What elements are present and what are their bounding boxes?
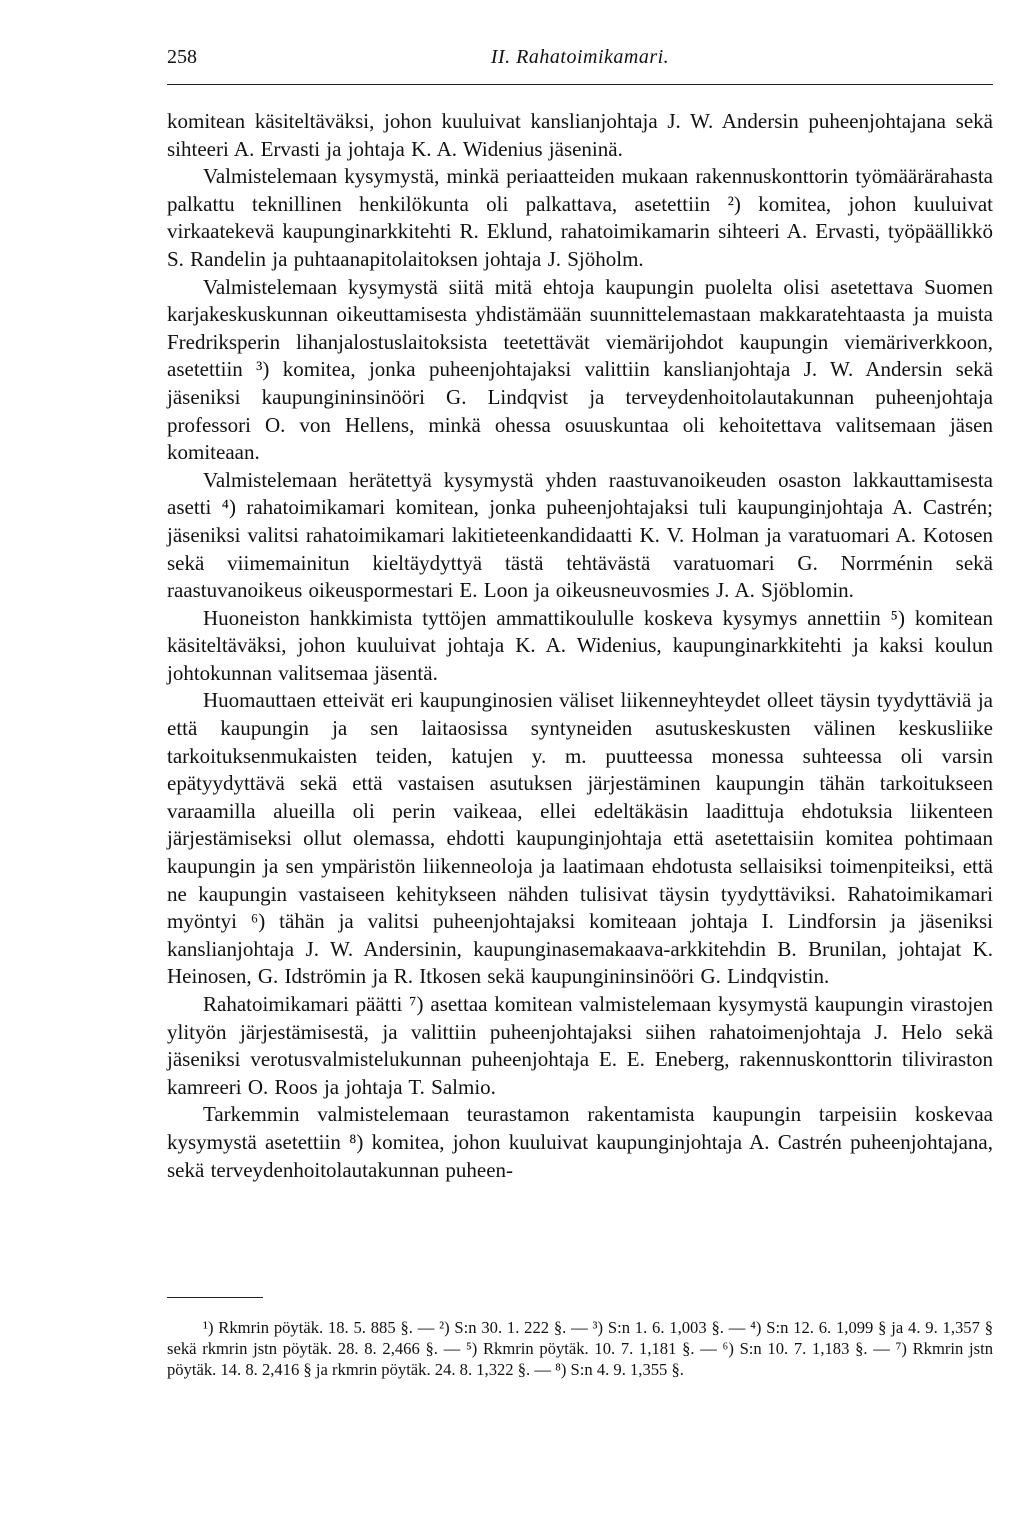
paragraph: Valmistelemaan kysymystä, minkä periaatteiden mukaan rakennuskonttorin työmäärärahasta palkattu teknillinen henkilökunta oli palkattava, asetettiin ²) komitea, johon kuuluivat virkaatekevä kaupunginarkkitehti R. Eklund, rahatoimikamarin sihteeri A. Ervasti, työpäällikkö S. Randelin ja puhtaanapitolaitoksen johtaja J. Sjöholm. [167, 164, 993, 271]
paragraph: Valmistelemaan herätettyä kysymystä yhden raastuvanoikeuden osaston lakkauttamisesta asetti ⁴) rahatoimikamari komitean, jonka puheenjohtajaksi tuli kaupunginjohtaja A. Castrén; jäseniksi valitsi rahatoimikamari lakitieteenkandidaatti K. V. Holman ja varatuomari A. Kotosen sekä viimemainitun kieltäydyttyä tästä tehtävästä varatuomari G. Norrménin sekä raastuvanoikeus oikeuspormestari E. Loon ja oikeusneuvosmies J. A. Sjöblomin. [167, 467, 993, 603]
paragraph: Valmistelemaan kysymystä siitä mitä ehtoja kaupungin puolelta olisi asetettava Suomen karjakeskuskunnan oikeuttamisesta yhdistämään suunnittelemastaan makkaratehtaasta ja muista Fredriksperin lihanjalostuslaitoksista teetettävät viemärijohdot kaupungin viemäriverkkoon, asetettiin ³) komitea, jonka puheenjohtajaksi valittiin kanslianjohtaja J. W. Andersin sekä jäseniksi kaupungininsinööri G. Lindqvist ja terveydenhoitolautakunnan puheenjohtaja professori O. von Hellens, minkä ohessa osuuskuntaa oli kehoitettava valitsemaan jäsen komiteaan. [167, 274, 993, 465]
page-number: 258 [167, 46, 197, 68]
body-text [167, 108, 993, 1184]
paragraph: Huoneiston hankkimista tyttöjen ammattikoululle koskeva kysymys annettiin ⁵) komitean käsiteltäväksi, johon kuuluivat johtaja K. A. Widenius, kaupunginarkkitehti ja kaksi koulun johtokunnan valitsemaa jäsentä. [167, 605, 993, 685]
paragraph: Rahatoimikamari päätti ⁷) asettaa komitean valmistelemaan kysymystä kaupungin virastojen ylityön järjestämisestä, ja valittiin puheenjohtajaksi siihen rahatoimenjohtaja J. Helo sekä jäseniksi verotusvalmistelukunnan puheenjohtaja E. E. Eneberg, rakennuskonttorin tiliviraston kamreeri O. Roos ja johtaja T. Salmio. [167, 992, 993, 1099]
document-page [167, 0, 993, 1536]
paragraph: Huomauttaen etteivät eri kaupunginosien väliset liikenneyhteydet olleet täysin tyydyttäviä ja että kaupungin ja sen laitaosissa syntyneiden asutuskeskusten välinen keskusliike tarkoituksenmukaisten teiden, katujen y. m. puutteessa monessa suhteessa oli varsin epätyydyttävä sekä että vastaisen asutuksen järjestäminen kaupungin tähän tarkoitukseen varaamilla alueilla oli perin vaikeaa, ellei edeltäkäsin laadittuja ehdotuksia liikenteen järjestämiseksi ollut olemassa, ehdotti kaupunginjohtaja että asetettaisiin komitea pohtimaan kaupungin ja sen ympäristön liikenneoloja ja laatimaan ehdotusta sellaisiksi toimenpiteiksi, että ne kaupungin vastaiseen kehitykseen nähden tulisivat täysin tyydyttäviksi. Rahatoimikamari myöntyi ⁶) tähän ja valitsi puheenjohtajaksi komiteaan johtaja I. Lindforsin ja jäseniksi kanslianjohtaja J. W. Andersinin, kaupunginasemakaava-arkkitehdin B. Brunilan, johtajat K. Heinosen, G. Idströmin ja R. Itkosen sekä kaupungininsinööri G. Lindqvistin. [167, 688, 993, 989]
footnote-divider [167, 1297, 263, 1298]
running-title: II. Rahatoimikamari. [490, 46, 670, 68]
paragraph: komitean käsiteltäväksi, johon kuuluivat kanslianjohtaja J. W. Andersin puheenjohtajana sekä sihteeri A. Ervasti ja johtaja K. A. Widenius jäseninä. [167, 109, 993, 161]
paragraph: Tarkemmin valmistelemaan teurastamon rakentamista kaupungin tarpeisiin koskevaa kysymystä asetettiin ⁸) komitea, johon kuuluivat kaupunginjohtaja A. Castrén puheenjohtajana, sekä terveydenhoitolautakunnan puheen- [167, 1102, 993, 1182]
footnotes: ¹) Rkmrin pöytäk. 18. 5. 885 §. — ²) S:n 30. 1. 222 §. — ³) S:n 1. 6. 1,003 §. — ⁴) S:n 12. 6. 1,099 § ja 4. 9. 1,357 § sekä rkmrin jstn pöytäk. 28. 8. 2,466 §. — ⁵) Rkmrin pöytäk. 10. 7. 1,181 §. — ⁶) S:n 10. 7. 1,183 §. — ⁷) Rkmrin jstn pöytäk. 14. 8. 2,416 § ja rkmrin pöytäk. 24. 8. 1,322 §. — ⁸) S:n 4. 9. 1,355 §. [167, 1318, 993, 1379]
running-header [167, 44, 993, 85]
